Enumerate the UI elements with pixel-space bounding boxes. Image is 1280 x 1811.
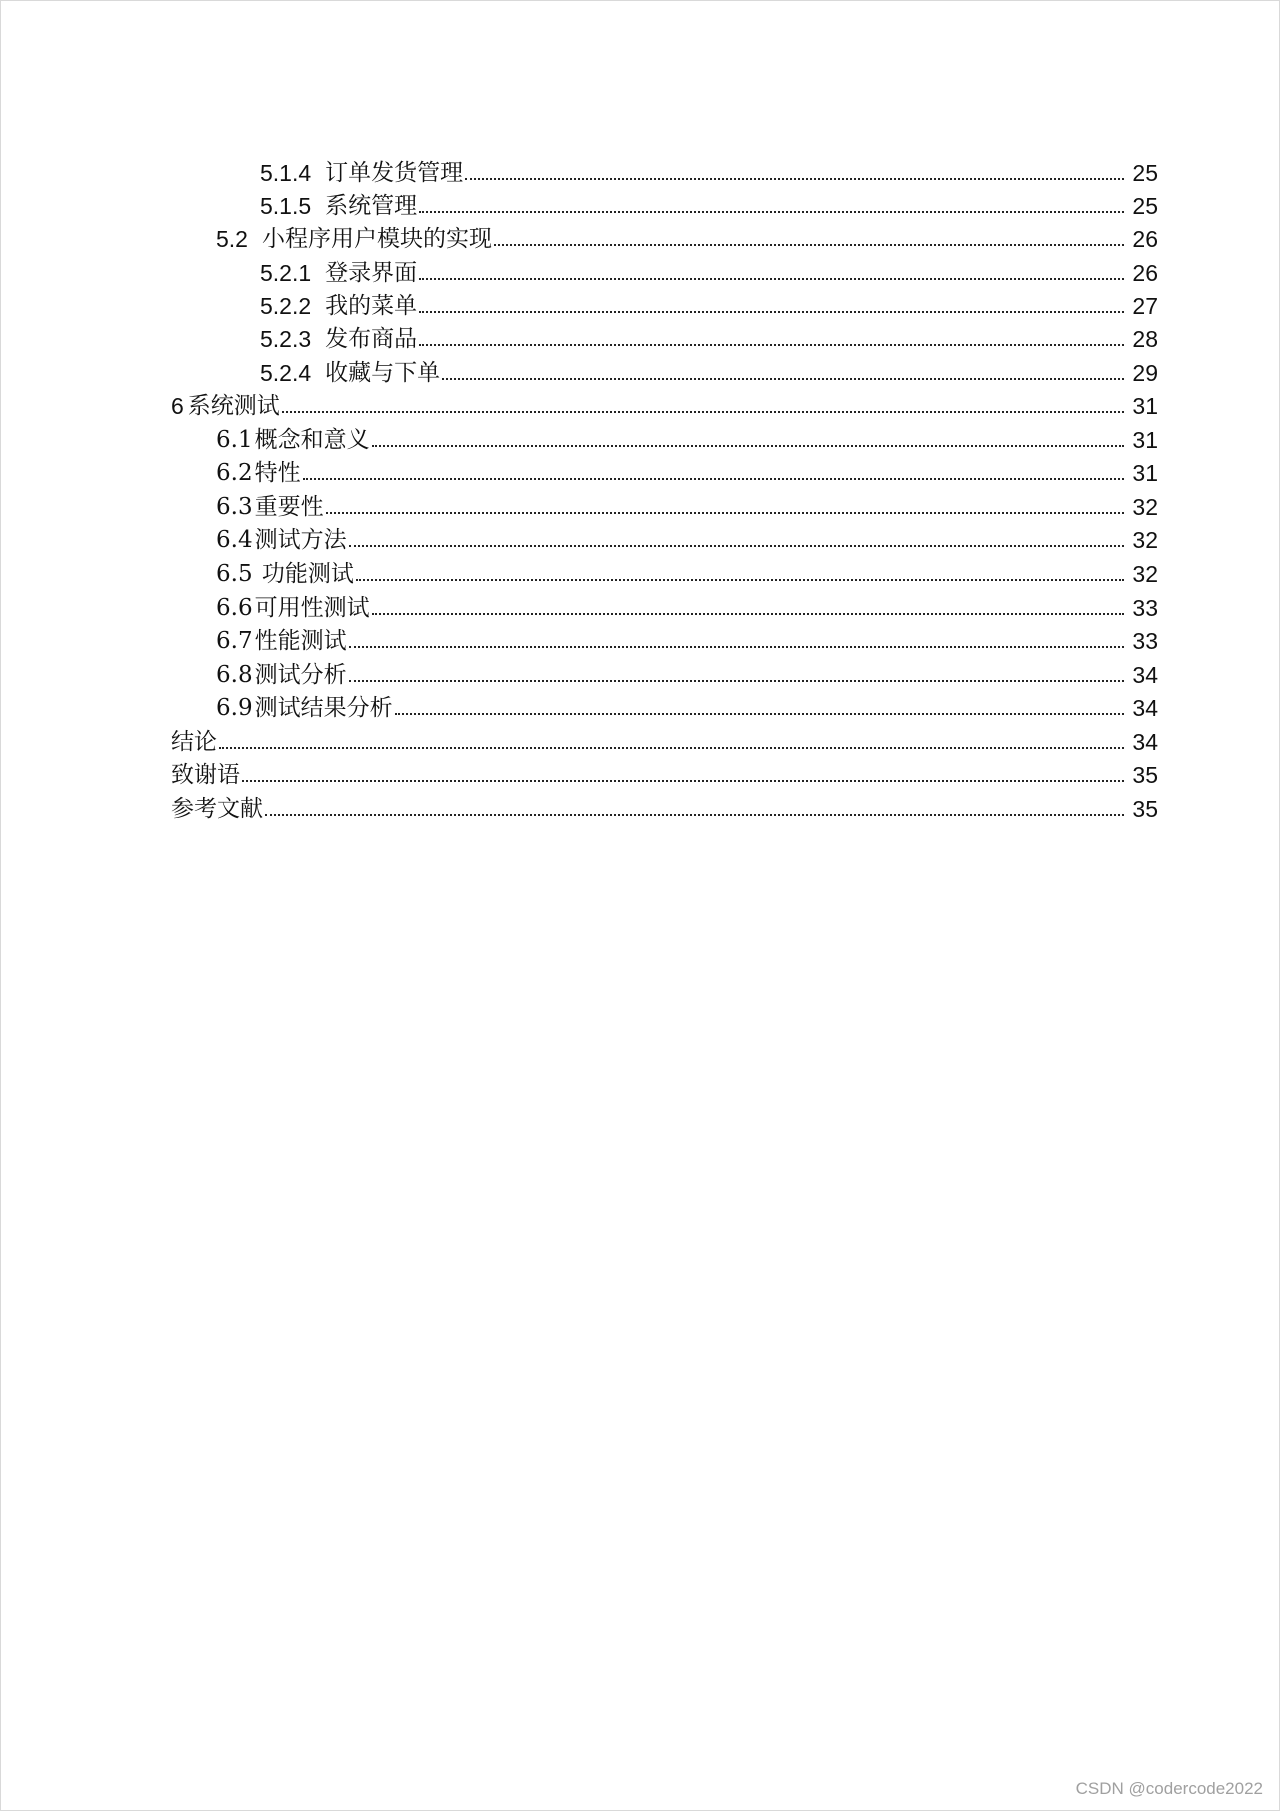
toc-entry-page: 35 <box>1132 762 1158 788</box>
toc-entry[interactable] <box>171 722 1158 756</box>
toc-entry-page: 33 <box>1132 595 1158 621</box>
dot-leader <box>372 613 1124 615</box>
toc-entry[interactable] <box>216 621 1158 655</box>
toc-entry-number: 5.2.1 <box>260 260 312 286</box>
toc-entry-page: 31 <box>1132 427 1158 453</box>
toc-entry-title: 系统测试 <box>187 393 280 419</box>
toc-entry-title: 小程序用户模块的实现 <box>261 226 492 252</box>
toc-entry-number: 6.4 <box>216 527 253 553</box>
toc-entry[interactable] <box>260 319 1158 353</box>
toc-entry-title: 订单发货管理 <box>325 160 464 186</box>
toc-entry-number: 6.8 <box>216 662 253 688</box>
toc-entry-page: 25 <box>1132 193 1158 219</box>
toc-entry-title: 致谢语 <box>171 762 240 788</box>
dot-leader <box>442 378 1124 380</box>
toc-entry-number: 6.3 <box>216 494 253 520</box>
toc-entry[interactable] <box>216 219 1158 253</box>
toc-entry-page: 28 <box>1132 326 1158 352</box>
toc-entry-page: 27 <box>1132 293 1158 319</box>
dot-leader <box>372 445 1124 447</box>
toc-entry[interactable] <box>216 487 1158 521</box>
toc-entry-title: 概念和意义 <box>254 427 370 453</box>
toc-entry-page: 32 <box>1132 527 1158 553</box>
toc-entry-number: 5.2.3 <box>260 326 312 352</box>
toc-entry-title: 测试方法 <box>254 527 347 553</box>
toc-entry-title: 功能测试 <box>254 561 354 587</box>
toc-entry-page: 34 <box>1132 729 1158 755</box>
toc-entry-page: 26 <box>1132 260 1158 286</box>
toc-entry-number: 5.1.5 <box>260 193 312 219</box>
toc-entry-page: 31 <box>1132 393 1158 419</box>
dot-leader <box>349 545 1124 547</box>
dot-leader <box>494 244 1124 246</box>
toc-entry[interactable] <box>216 453 1158 487</box>
toc-entry[interactable] <box>216 554 1158 588</box>
toc-entry-title: 登录界面 <box>325 260 418 286</box>
toc-entry[interactable] <box>171 789 1158 823</box>
toc-entry[interactable] <box>260 286 1158 320</box>
toc-entry-page: 31 <box>1132 460 1158 486</box>
toc-entry-number: 5.2.4 <box>260 360 312 386</box>
toc-entry-number: 6.9 <box>216 695 253 721</box>
toc-entry[interactable] <box>260 353 1158 387</box>
toc-entry-page: 32 <box>1132 561 1158 587</box>
toc-entry[interactable] <box>171 386 1158 420</box>
dot-leader <box>242 780 1124 782</box>
toc-entry-title: 测试分析 <box>254 662 347 688</box>
toc-entry-page: 29 <box>1132 360 1158 386</box>
dot-leader <box>265 814 1124 816</box>
toc-entry-number: 6.7 <box>216 628 253 654</box>
toc-entry-number: 6.2 <box>216 460 253 486</box>
toc-entry-number: 5.1.4 <box>260 160 312 186</box>
toc-entry[interactable] <box>260 153 1158 187</box>
watermark: CSDN @codercode2022 <box>1075 1779 1263 1798</box>
toc-entry-page: 34 <box>1132 695 1158 721</box>
dot-leader <box>419 278 1124 280</box>
dot-leader <box>419 344 1124 346</box>
toc-entry-page: 26 <box>1132 226 1158 252</box>
dot-leader <box>419 211 1124 213</box>
toc-entry[interactable] <box>216 655 1158 689</box>
toc-entry-number: 5.2 <box>216 226 248 252</box>
toc-entry-title: 特性 <box>254 460 301 486</box>
toc-entry-page: 34 <box>1132 662 1158 688</box>
dot-leader <box>349 680 1124 682</box>
dot-leader <box>282 411 1124 413</box>
toc-entry[interactable] <box>260 253 1158 287</box>
dot-leader <box>395 713 1124 715</box>
toc-entry[interactable] <box>216 588 1158 622</box>
toc-entry-title: 参考文献 <box>171 796 263 822</box>
toc-entry-title: 性能测试 <box>254 628 347 654</box>
dot-leader <box>303 478 1124 480</box>
dot-leader <box>349 646 1124 648</box>
toc-entry-title: 测试结果分析 <box>254 695 393 721</box>
toc-entry-number: 6 <box>171 393 184 419</box>
dot-leader <box>465 178 1124 180</box>
dot-leader <box>356 579 1124 581</box>
toc-entry[interactable] <box>171 755 1158 789</box>
dot-leader <box>219 747 1124 749</box>
toc-entry-page: 32 <box>1132 494 1158 520</box>
toc-entry-number: 5.2.2 <box>260 293 312 319</box>
toc-entry[interactable] <box>216 688 1158 722</box>
toc-entry-title: 重要性 <box>254 494 324 520</box>
toc-entry[interactable] <box>216 420 1158 454</box>
dot-leader <box>326 512 1124 514</box>
toc-entry-title: 收藏与下单 <box>325 360 441 386</box>
dot-leader <box>419 311 1124 313</box>
toc-entry-title: 系统管理 <box>325 193 418 219</box>
toc-entry-title: 结论 <box>171 729 217 755</box>
toc-entry-page: 33 <box>1132 628 1158 654</box>
toc-entry[interactable] <box>216 520 1158 554</box>
toc-entry[interactable] <box>260 186 1158 220</box>
toc-entry-number: 6.5 <box>216 561 253 587</box>
toc-entry-page: 25 <box>1132 160 1158 186</box>
toc-entry-title: 我的菜单 <box>325 293 418 319</box>
toc-entry-page: 35 <box>1132 796 1158 822</box>
toc-entry-number: 6.6 <box>216 595 253 621</box>
toc-entry-title: 发布商品 <box>325 326 418 352</box>
toc-entry-number: 6.1 <box>216 427 253 453</box>
toc-entry-title: 可用性测试 <box>254 595 370 621</box>
